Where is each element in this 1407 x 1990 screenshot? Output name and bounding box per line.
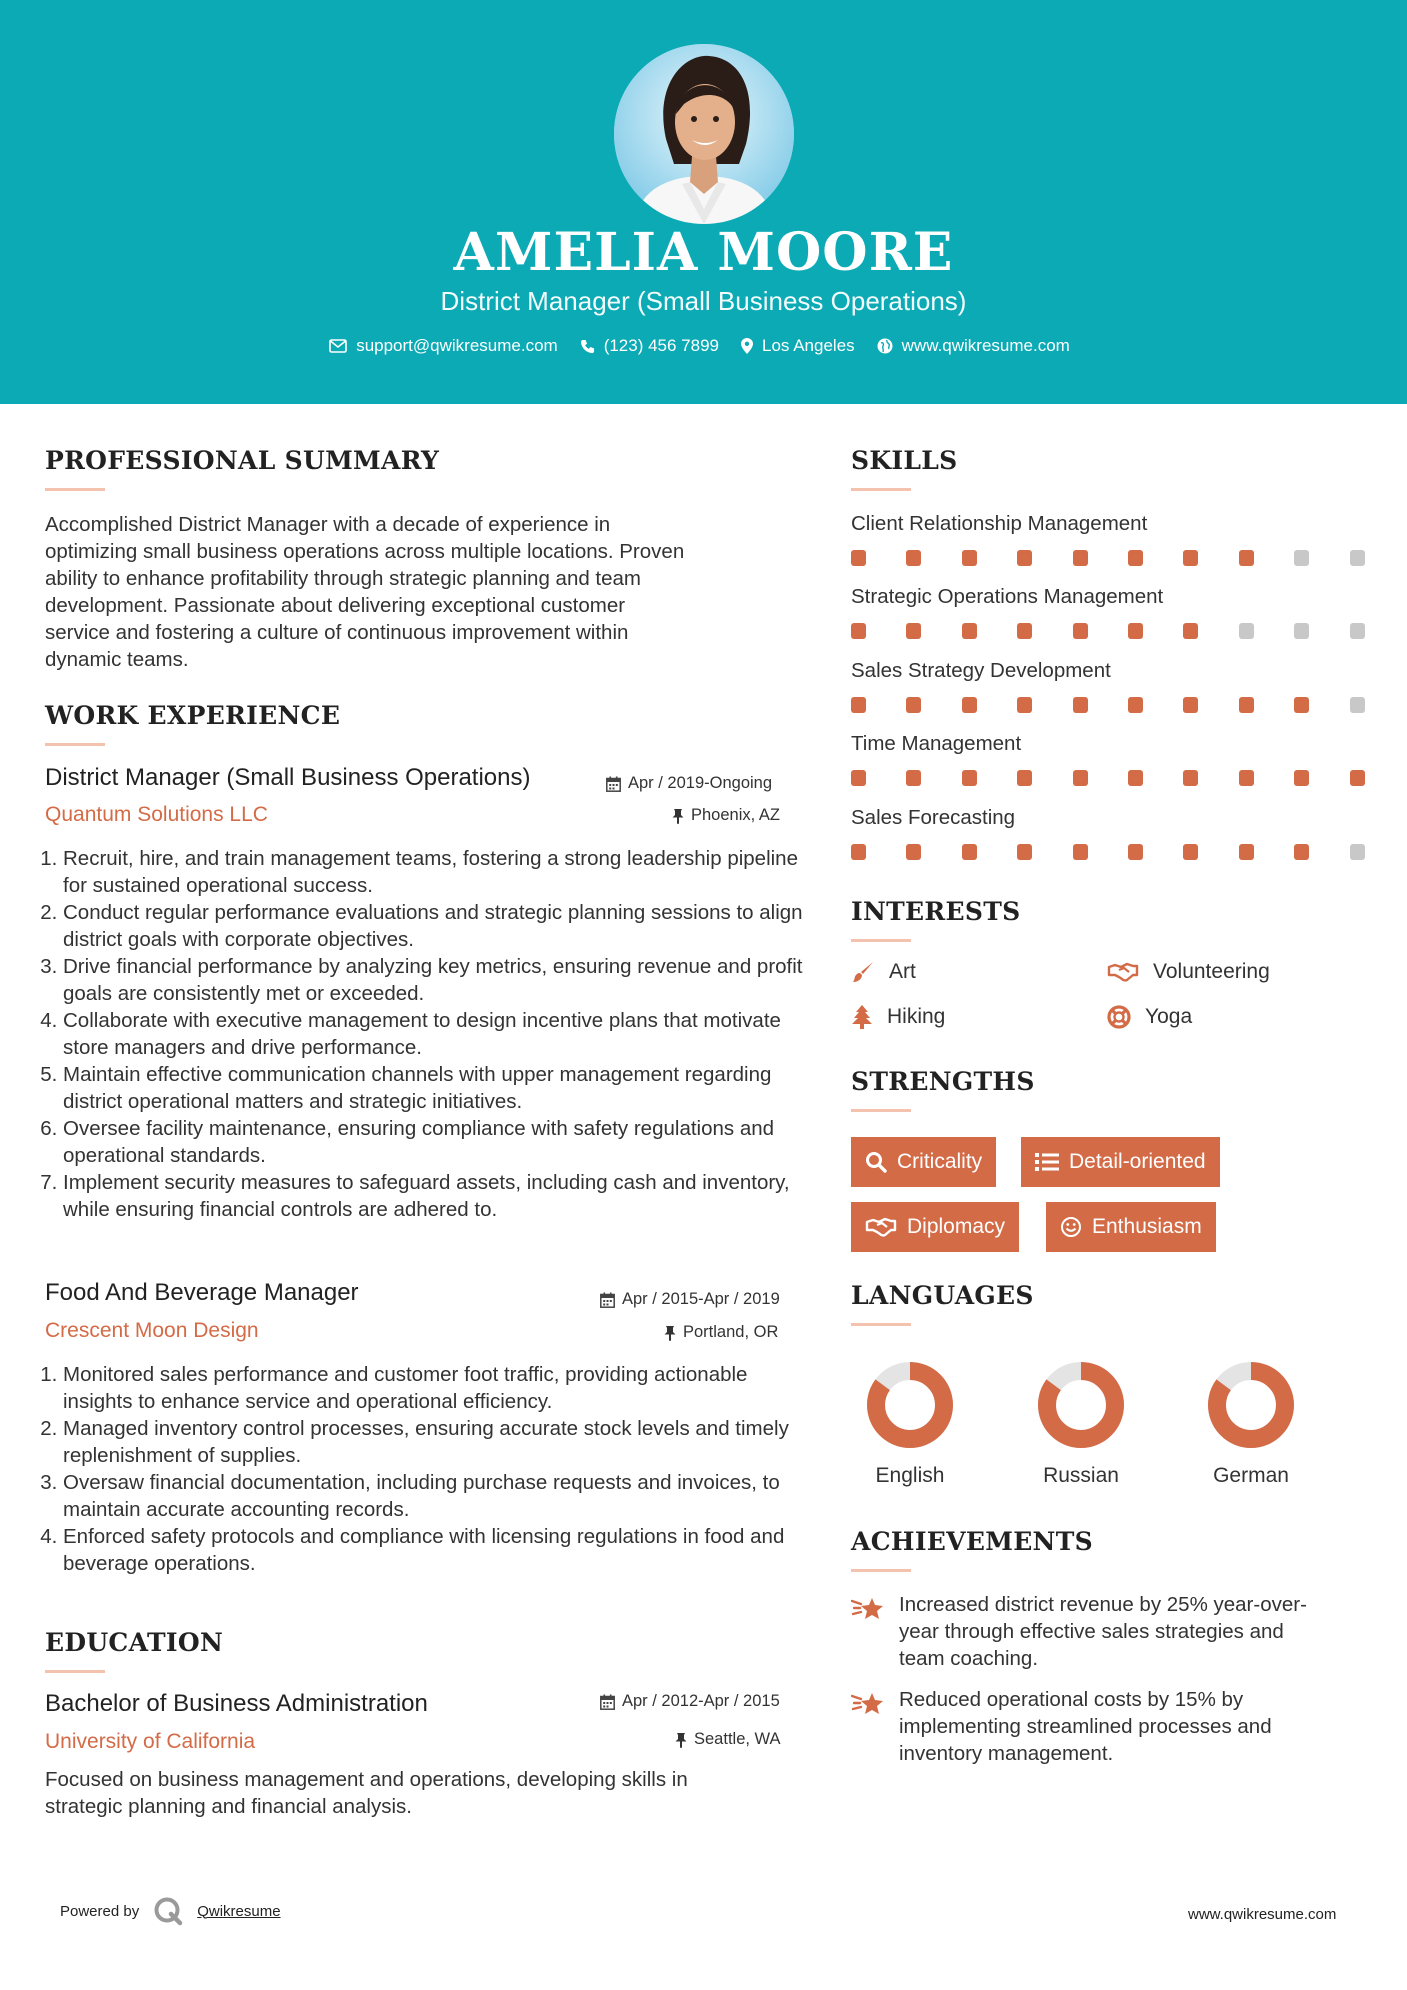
dates-text: Apr / 2015-Apr / 2019 [622,1290,780,1308]
job-bullets [45,1361,808,1577]
skill-name: Time Management [851,732,1022,755]
education-line: strategic planning and financial analysis. [45,1795,412,1818]
powered-by-text: Powered by [60,1902,140,1920]
interest-label: Hiking [887,1005,946,1028]
skill-name: Sales Strategy Development [851,659,1111,682]
rating-dot-filled [1073,623,1088,639]
brand-link[interactable]: Qwikresume [197,1902,281,1920]
interest-item [1107,1005,1192,1029]
job-location [664,1323,778,1342]
rating-dot-filled [1128,770,1143,786]
rating-dot-filled [1128,697,1143,713]
skill-rating [851,770,1365,786]
rating-dot-filled [1017,697,1032,713]
language-item [850,1360,970,1488]
experience-heading: WORK EXPERIENCE [45,701,341,730]
footer-powered-by [60,1896,281,1926]
handshake-icon [865,1216,897,1238]
summary-line: ability to enhance profitability through strategic planning and team [45,567,642,590]
rating-dot-filled [851,844,866,860]
list-item: 1. Recruit, hire, and train management teams, fostering a strong leadership pipeline for sustained operational success. [63,845,808,899]
skill-rating [851,697,1365,713]
contact-bar [0,336,1407,356]
rating-dot-filled [851,697,866,713]
education-line: Focused on business management and operations, developing skills in [45,1768,688,1791]
strengths-heading: STRENGTHS [851,1067,1035,1096]
globe-icon [877,338,893,354]
pushpin-icon [664,1325,676,1341]
interests-heading: INTERESTS [851,897,1021,926]
candidate-role: District Manager (Small Business Operations) [440,286,967,316]
rating-dot-filled [1017,550,1032,566]
strength-tag [1046,1202,1216,1252]
rating-dot-filled [1239,697,1254,713]
language-item [1191,1360,1311,1488]
achievement-line: year through effective sales strategies and [899,1620,1284,1643]
list-item: 6. Oversee facility maintenance, ensuring compliance with safety regulations and operational standards. [63,1115,808,1169]
rating-dot-empty [1350,550,1365,566]
summary-heading: PROFESSIONAL SUMMARY [45,446,440,475]
list-item: 4. Enforced safety protocols and compliance with licensing regulations in food and beverage operations. [63,1523,808,1577]
handshake-icon [1107,961,1139,983]
rating-dot-filled [1128,844,1143,860]
list-item: 2. Managed inventory control processes, ensuring accurate stock levels and timely replenishment of supplies. [63,1415,808,1469]
rating-dot-filled [906,550,921,566]
education-location [675,1730,781,1749]
contact-phone[interactable] [580,336,719,356]
rating-dot-filled [851,623,866,639]
summary-text [45,511,805,673]
contact-website[interactable] [877,336,1070,356]
list-icon [1035,1152,1059,1172]
interest-item [851,1005,945,1029]
skill-rating [851,550,1365,566]
job-dates [606,774,772,793]
summary-line: development. Passionate about delivering exceptional customer [45,594,626,617]
strength-tag [851,1202,1019,1252]
experience-rule [45,743,105,746]
summary-line: optimizing small business operations across multiple locations. Proven [45,540,685,563]
rating-dot-filled [1017,623,1032,639]
language-label: Russian [1043,1464,1119,1487]
achievement-line: inventory management. [899,1742,1114,1765]
interest-label: Volunteering [1153,960,1270,983]
envelope-icon [329,339,347,353]
summary-line: dynamic teams. [45,648,189,671]
rating-dot-filled [962,697,977,713]
rating-dot-filled [1183,844,1198,860]
rating-dot-filled [1183,770,1198,786]
rating-dot-filled [1017,770,1032,786]
interest-item [1107,960,1270,984]
rating-dot-empty [1294,623,1309,639]
rating-dot-filled [906,623,921,639]
strength-label: Criticality [897,1150,983,1173]
dates-text: Apr / 2019-Ongoing [628,774,773,792]
search-icon [865,1151,887,1173]
location-text: Los Angeles [762,336,855,355]
qwikresume-logo-icon [153,1896,183,1926]
summary-line: Accomplished District Manager with a decade of experience in [45,513,611,536]
skill-rating [851,844,1365,860]
life-ring-icon [1107,1005,1131,1029]
rating-dot-filled [1239,844,1254,860]
rating-dot-filled [1073,844,1088,860]
strength-label: Enthusiasm [1092,1215,1202,1238]
rating-dot-filled [1183,550,1198,566]
degree-title: Bachelor of Business Administration [45,1690,428,1717]
profile-photo [614,44,794,224]
achievement-item [851,1686,1371,1767]
language-donut [1036,1360,1126,1450]
company-name: Crescent Moon Design [45,1319,259,1342]
achievement-text [899,1686,1369,1767]
list-item: 2. Conduct regular performance evaluations and strategic planning sessions to align district goals with corporate objectives. [63,899,808,953]
list-item: 1. Monitored sales performance and customer foot traffic, providing actionable insights to enhance service and operational efficiency. [63,1361,808,1415]
dates-text: Apr / 2012-Apr / 2015 [622,1692,780,1710]
shooting-star-icon [851,1690,885,1718]
rating-dot-filled [962,623,977,639]
location-text: Seattle, WA [694,1730,781,1748]
pushpin-icon [672,808,684,824]
achievement-line: Increased district revenue by 25% year-over- [899,1593,1307,1616]
strength-tag [1021,1137,1220,1187]
job-dates [600,1290,780,1309]
achievement-item [851,1591,1371,1672]
rating-dot-filled [1073,770,1088,786]
rating-dot-filled [1017,844,1032,860]
footer-url[interactable]: www.qwikresume.com [1188,1906,1337,1923]
interest-item [851,960,916,984]
rating-dot-filled [1294,770,1309,786]
language-label: German [1213,1464,1289,1487]
rating-dot-empty [1239,623,1254,639]
calendar-icon [606,776,621,792]
rating-dot-empty [1350,844,1365,860]
language-donut [865,1360,955,1450]
interests-rule [851,939,911,942]
calendar-icon [600,1292,615,1308]
skill-name: Sales Forecasting [851,806,1016,829]
rating-dot-filled [906,770,921,786]
languages-heading: LANGUAGES [851,1281,1034,1310]
location-text: Portland, OR [683,1323,779,1341]
skills-heading: SKILLS [851,446,958,475]
rating-dot-filled [1350,770,1365,786]
paintbrush-icon [851,960,875,984]
achievement-line: implementing streamlined processes and [899,1715,1272,1738]
list-item: 3. Drive financial performance by analyzing key metrics, ensuring revenue and profit goals are consistently met or exceeded. [63,953,808,1007]
rating-dot-filled [962,550,977,566]
job-location [672,806,780,825]
achievement-text [899,1591,1369,1672]
website-text: www.qwikresume.com [901,336,1070,355]
summary-rule [45,488,105,491]
rating-dot-filled [851,770,866,786]
skills-rule [851,488,911,491]
language-item [1021,1360,1141,1488]
school-name: University of California [45,1730,256,1753]
achievement-line: team coaching. [899,1647,1039,1670]
smile-icon [1060,1216,1082,1238]
achievement-line: Reduced operational costs by 15% by [899,1688,1244,1711]
strength-label: Diplomacy [907,1215,1006,1238]
education-rule [45,1670,105,1673]
rating-dot-filled [851,550,866,566]
phone-icon [580,339,595,354]
rating-dot-filled [1073,550,1088,566]
job-bullets [45,845,808,1223]
company-name: Quantum Solutions LLC [45,803,268,826]
language-label: English [875,1464,945,1487]
strengths-rule [851,1109,911,1112]
rating-dot-filled [1128,550,1143,566]
interest-label: Art [889,960,916,983]
map-pin-icon [741,338,753,354]
email-text: support@qwikresume.com [356,336,558,355]
achievements-heading: ACHIEVEMENTS [851,1527,1093,1556]
job-title: Food And Beverage Manager [45,1279,359,1306]
strength-tag [851,1137,996,1187]
rating-dot-filled [1183,623,1198,639]
rating-dot-filled [1294,844,1309,860]
skill-rating [851,623,1365,639]
list-item: 3. Oversaw financial documentation, including purchase requests and invoices, to maintain accurate accounting records. [63,1469,808,1523]
rating-dot-filled [1239,550,1254,566]
person-photo-icon [614,44,794,224]
rating-dot-filled [1183,697,1198,713]
contact-email[interactable] [329,336,558,356]
rating-dot-filled [1128,623,1143,639]
language-donut [1206,1360,1296,1450]
list-item: 4. Collaborate with executive management to design incentive plans that motivate store managers and drive performance. [63,1007,808,1061]
education-dates [600,1692,780,1711]
rating-dot-empty [1350,623,1365,639]
rating-dot-empty [1294,550,1309,566]
languages-rule [851,1323,911,1326]
list-item: 5. Maintain effective communication channels with upper management regarding district operational matters and strategic initiatives. [63,1061,808,1115]
contact-location [741,336,855,356]
calendar-icon [600,1694,615,1710]
rating-dot-filled [1239,770,1254,786]
strength-label: Detail-oriented [1069,1150,1206,1173]
rating-dot-filled [906,844,921,860]
rating-dot-filled [962,844,977,860]
interest-label: Yoga [1145,1005,1193,1028]
list-item: 7. Implement security measures to safeguard assets, including cash and inventory, while ensuring financial controls are adhered to. [63,1169,808,1223]
rating-dot-empty [1350,697,1365,713]
achievements-rule [851,1569,911,1572]
shooting-star-icon [851,1595,885,1623]
location-text: Phoenix, AZ [691,806,780,824]
education-text [45,1766,805,1820]
skill-name: Client Relationship Management [851,512,1148,535]
rating-dot-filled [1073,697,1088,713]
summary-line: service and fostering a culture of continuous improvement within [45,621,629,644]
skill-name: Strategic Operations Management [851,585,1164,608]
job-title: District Manager (Small Business Operations) [45,764,531,791]
rating-dot-filled [906,697,921,713]
candidate-name: AMELIA MOORE [453,222,954,283]
resume-header [0,0,1407,404]
rating-dot-filled [962,770,977,786]
education-heading: EDUCATION [45,1628,224,1657]
rating-dot-filled [1294,697,1309,713]
tree-icon [851,1005,873,1029]
pushpin-icon [675,1732,687,1748]
phone-text: (123) 456 7899 [603,336,720,355]
